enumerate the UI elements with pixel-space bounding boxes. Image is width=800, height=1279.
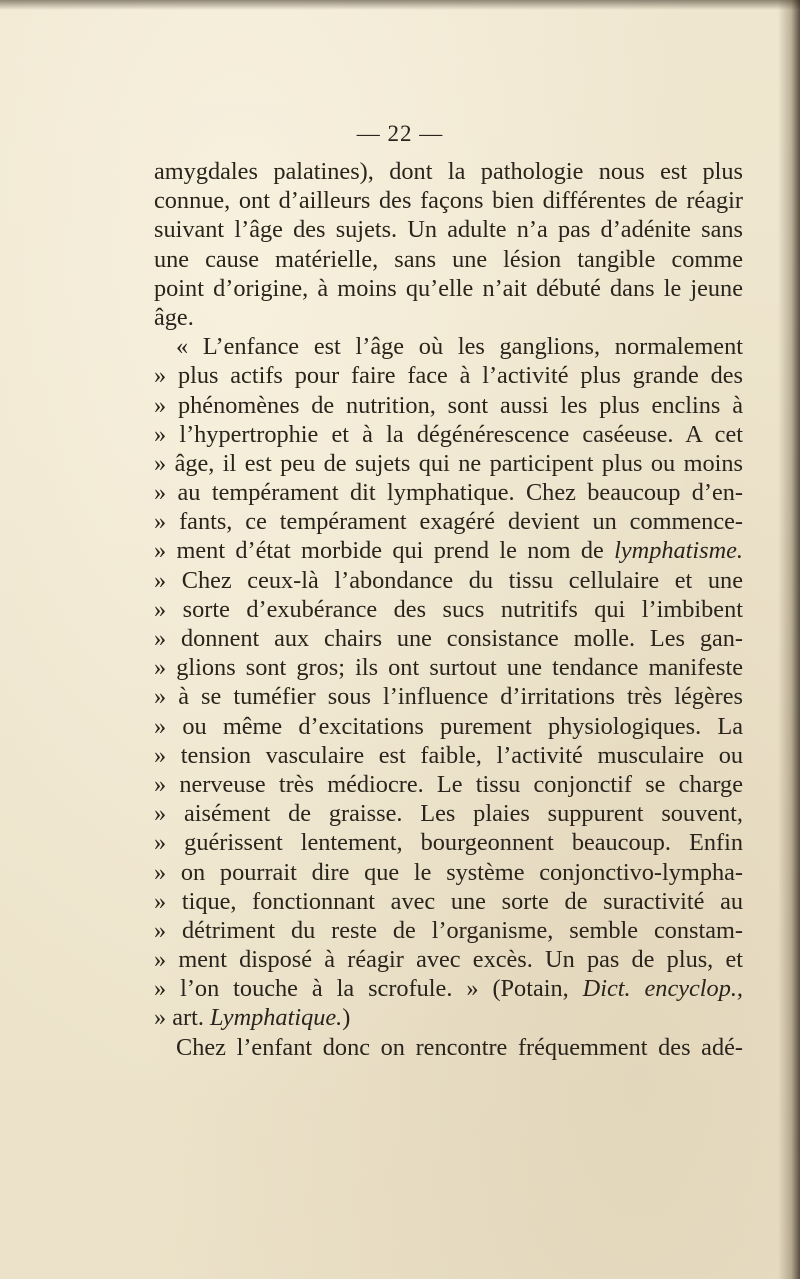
text-line-content: » art. xyxy=(154,1004,210,1032)
page-number: — 22 — xyxy=(356,121,444,146)
text-line-content: » phénomènes de nutrition, sont aussi les plus enclins à xyxy=(154,391,743,419)
text-line xyxy=(154,770,743,799)
text-line xyxy=(154,478,743,507)
text-line xyxy=(154,1033,743,1062)
text-line xyxy=(154,361,743,390)
text-line-content: » nerveuse très médiocre. Le tissu conjonctif se charge xyxy=(154,770,743,798)
text-line xyxy=(154,391,743,420)
text-line xyxy=(154,624,743,653)
text-line-content: » âge, il est peu de sujets qui ne participent plus ou moins xyxy=(154,449,743,477)
text-line xyxy=(154,974,743,1003)
text-line xyxy=(154,274,743,303)
text-line xyxy=(154,799,743,828)
text-line-content: » donnent aux chairs une consistance molle. Les gan- xyxy=(154,625,743,652)
text-line-content: » plus actifs pour faire face à l’activité plus grande des xyxy=(154,362,743,390)
body-text xyxy=(154,157,743,1062)
text-line-content: » guérissent lentement, bourgeonnent beaucoup. Enfin xyxy=(154,829,743,857)
text-line-content: une cause matérielle, sans une lésion tangible comme xyxy=(154,245,743,273)
text-line xyxy=(154,507,743,536)
text-line-content: » Chez ceux-là l’abondance du tissu cellulaire et une xyxy=(154,566,743,594)
text-line-content: « L’enfance est l’âge où les ganglions, normalement xyxy=(176,333,743,361)
text-line-italic: lymphatisme. xyxy=(614,537,743,565)
text-line-content: » tique, fonctionnant avec une sorte de suractivité au xyxy=(154,887,743,915)
page-top-shadow xyxy=(0,0,800,10)
text-line-italic: Lymphatique. xyxy=(210,1004,343,1032)
text-line xyxy=(154,157,743,186)
text-line-content: » fants, ce tempérament exagéré devient un commence- xyxy=(154,508,743,536)
text-line-content: » aisément de graisse. Les plaies suppurent souvent, xyxy=(154,800,743,828)
text-line xyxy=(154,741,743,770)
text-line xyxy=(154,653,743,682)
text-line xyxy=(154,303,743,332)
text-line-content: » sorte d’exubérance des sucs nutritifs qui l’imbibent xyxy=(154,595,743,623)
text-line xyxy=(154,332,743,361)
text-line-content: âge. xyxy=(154,303,194,331)
text-line xyxy=(154,566,743,595)
text-line-content: » au tempérament dit lymphatique. Chez beaucoup d’en- xyxy=(154,479,743,507)
text-line-content: Chez l’enfant donc on rencontre fréquemment des adé- xyxy=(176,1033,743,1061)
text-line-content: » ment disposé à réagir avec excès. Un pas de plus, et xyxy=(154,946,743,974)
text-line xyxy=(154,682,743,711)
text-line-content: » ment d’état morbide qui prend le nom de xyxy=(154,537,615,565)
text-line xyxy=(154,945,743,974)
text-line-content: » glions sont gros; ils ont surtout une tendance manifeste xyxy=(154,654,743,682)
text-line-content: connue, ont d’ailleurs des façons bien différentes de réagir xyxy=(154,187,743,215)
text-line-content: » l’hypertrophie et à la dégénérescence caséeuse. A cet xyxy=(154,420,743,448)
text-line xyxy=(154,858,743,887)
text-line xyxy=(154,828,743,857)
text-line xyxy=(154,186,743,215)
text-line-content: » l’on touche à la scrofule. » (Potain, xyxy=(154,975,583,1003)
text-line xyxy=(154,916,743,945)
text-line-content: » détriment du reste de l’organisme, semble constam- xyxy=(154,916,743,944)
text-line xyxy=(154,1003,743,1032)
text-line xyxy=(154,449,743,478)
text-line-content: » à se tuméfier sous l’influence d’irritations très légères xyxy=(154,683,743,711)
text-line-content: » tension vasculaire est faible, l’activité musculaire ou xyxy=(154,741,743,769)
page-gutter-shadow xyxy=(778,0,800,1279)
text-line xyxy=(154,420,743,449)
text-line-content: suivant l’âge des sujets. Un adulte n’a pas d’adénite sans xyxy=(154,216,743,244)
text-line-content: » ou même d’excitations purement physiologiques. La xyxy=(154,712,743,740)
text-line xyxy=(154,245,743,274)
text-line xyxy=(154,215,743,244)
text-line xyxy=(154,887,743,916)
text-line-italic: Dict. encyclop., xyxy=(582,975,744,1003)
text-line-content: amygdales palatines), dont la pathologie nous est plus xyxy=(154,158,743,185)
text-line xyxy=(154,536,743,565)
text-line-content: point d’origine, à moins qu’elle n’ait débuté dans le jeune xyxy=(154,274,743,302)
text-line xyxy=(154,595,743,624)
text-line-after: ) xyxy=(342,1004,351,1032)
text-line-content: » on pourrait dire que le système conjonctivo-lympha- xyxy=(154,858,743,886)
text-line xyxy=(154,712,743,741)
